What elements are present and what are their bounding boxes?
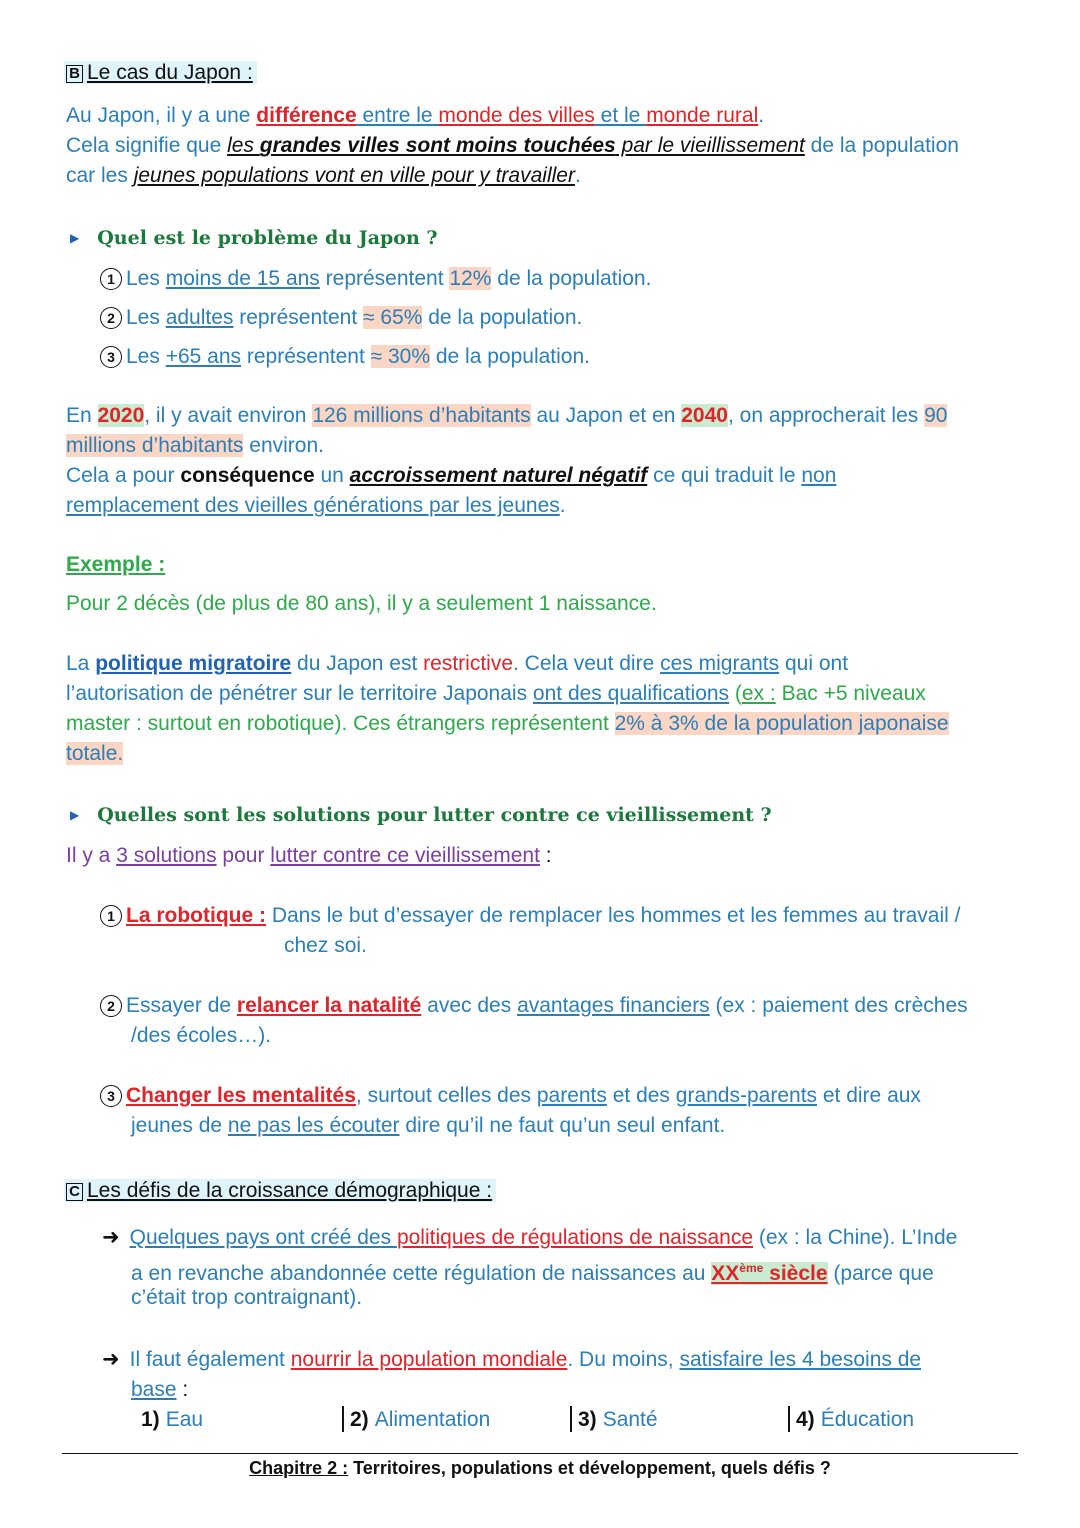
keyword: jeunes populations vont en ville pour y travailler (133, 164, 575, 187)
text: En (66, 404, 98, 427)
need-3 (570, 1405, 658, 1435)
text: grands-parents (675, 1084, 818, 1107)
text: avantages financiers (517, 994, 710, 1017)
text: . (574, 164, 581, 187)
solution-3-line1 (100, 1081, 921, 1111)
p2-line4 (66, 491, 566, 521)
text: Quelques pays ont créé des (129, 1226, 397, 1249)
text: environ. (243, 434, 324, 457)
text: Essayer de (126, 994, 237, 1017)
p2-line2 (66, 431, 324, 461)
text: dire qu’il ne faut qu’un seul enfant. (399, 1114, 726, 1137)
keyword: conséquence (180, 464, 315, 487)
text: , il y avait environ (144, 404, 313, 427)
text: master : surtout en robotique). Ces étrangers représentent (66, 712, 615, 735)
text: ont des qualifications (532, 682, 730, 705)
text: et le (594, 104, 647, 127)
text: au Japon et en (530, 404, 682, 427)
solution-title: Changer les mentalités (126, 1084, 356, 1107)
question-2 (70, 800, 772, 830)
separator (342, 1406, 344, 1432)
year: 2020 (97, 404, 145, 427)
text: . Du moins, (567, 1348, 680, 1371)
circled-number-icon: 3 (100, 346, 122, 368)
p4-line (66, 841, 552, 871)
need-number: 3) (578, 1408, 597, 1431)
text: ne pas les écouter (227, 1114, 400, 1137)
p2-line1 (66, 401, 947, 431)
text: Cela signifie que (66, 134, 228, 157)
text: un (314, 464, 350, 487)
section-c-heading (64, 1176, 496, 1206)
text: Dans le but d’essayer de remplacer les hommes et les femmes au travail / (266, 904, 961, 927)
circled-number-icon: 2 (100, 307, 122, 329)
text: Cela a pour (66, 464, 181, 487)
p3-line2 (66, 679, 926, 709)
text: . (758, 104, 765, 127)
need-1 (141, 1405, 203, 1435)
example-heading: Exemple : (66, 553, 166, 576)
solution-title: La robotique : (126, 904, 266, 927)
triangle-bullet-icon: ▶ (70, 808, 80, 822)
keyword: politiques de régulations de naissance (396, 1226, 754, 1249)
text: La (66, 652, 96, 675)
need-label: Alimentation (374, 1408, 491, 1431)
keyword: nourrir la population mondiale (290, 1348, 568, 1371)
triangle-bullet-icon: ▶ (70, 231, 80, 245)
need-number: 4) (796, 1408, 815, 1431)
arrow-right-icon: ➜ (102, 1348, 120, 1371)
keyword: relancer la natalité (236, 994, 422, 1017)
keyword: différence (256, 104, 357, 127)
keyword: monde des villes (438, 104, 595, 127)
p3-line4 (66, 739, 123, 769)
solution-2-line1 (100, 991, 968, 1021)
stat-value: ≈ 30% (370, 345, 431, 368)
text: Bac +5 niveaux (775, 682, 926, 705)
text: par le vieillissement (615, 134, 805, 157)
section-title: Les défis de la croissance démographique : (87, 1179, 493, 1202)
footer-chapter: Chapitre 2 : (249, 1458, 349, 1478)
need-number: 1) (141, 1408, 160, 1431)
text: entre le (356, 104, 439, 127)
stat-value: 2% à 3% de la population japonaise (614, 712, 949, 735)
text: de la population (804, 134, 959, 157)
question-1 (70, 223, 438, 253)
text: Les (126, 345, 166, 368)
section-letter-box: C (66, 1183, 83, 1201)
need-number: 2) (350, 1408, 369, 1431)
text: qui ont (779, 652, 849, 675)
separator (788, 1406, 790, 1432)
c1-line3: c’était trop contraignant). (131, 1286, 363, 1309)
footer-title: Territoires, populations et développement, quels défis ? (348, 1458, 831, 1478)
question-text: Quel est le problème du Japon ? (97, 227, 438, 249)
text: pour (216, 844, 271, 867)
stat-value: 90 (924, 404, 948, 427)
text: ce qui traduit le (647, 464, 802, 487)
text: ex : (741, 682, 776, 705)
text: ces migrants (660, 652, 780, 675)
need-label: Eau (165, 1408, 204, 1431)
text: les (227, 134, 260, 157)
solution-2-line2: /des écoles…). (131, 1024, 272, 1047)
keyword: monde rural (646, 104, 759, 127)
text: base (131, 1378, 177, 1401)
example-title (66, 550, 165, 580)
text: : (176, 1378, 189, 1401)
solution-3-line2 (131, 1111, 725, 1141)
text: représentent (233, 306, 364, 329)
text: représentent (319, 267, 450, 290)
keyword: moins de 15 ans (165, 267, 320, 290)
text: et dire aux (817, 1084, 921, 1107)
text: a en revanche abandonnée cette régulation de naissances au (131, 1262, 712, 1285)
need-4 (788, 1405, 914, 1435)
keyword: restrictive (423, 652, 514, 675)
need-label: Santé (602, 1408, 658, 1431)
text: , on approcherait les (727, 404, 925, 427)
p1-line3 (66, 161, 581, 191)
text: (parce que (827, 1262, 934, 1285)
stat-row-2 (100, 303, 582, 333)
text: ( (729, 682, 742, 705)
p1-line1 (66, 101, 764, 131)
keyword: politique migratoire (95, 652, 292, 675)
text: , surtout celles des (355, 1084, 537, 1107)
circled-number-icon: 2 (100, 995, 122, 1017)
text: l’autorisation de pénétrer sur le territoire Japonais (66, 682, 533, 705)
section-letter-box: B (66, 65, 83, 83)
keyword: accroissement naturel négatif (349, 464, 648, 487)
text: . (559, 494, 566, 517)
text: lutter contre ce vieillissement (270, 844, 540, 867)
text: de la population. (422, 306, 583, 329)
section-b-heading (64, 58, 257, 88)
keyword: adultes (165, 306, 234, 329)
text: XX (711, 1262, 740, 1285)
text: non (801, 464, 837, 487)
stat-value: millions d’habitants (66, 434, 244, 457)
c1-line1 (102, 1223, 957, 1253)
example-text: Pour 2 décès (de plus de 80 ans), il y a seulement 1 naissance. (66, 592, 657, 615)
text: et des (606, 1084, 676, 1107)
text: jeunes de (131, 1114, 228, 1137)
text: Au Japon, il y a une (66, 104, 257, 127)
text: satisfaire les 4 besoins de (679, 1348, 922, 1371)
text: de la population. (491, 267, 652, 290)
p3-line3 (66, 709, 949, 739)
text: du Japon est (291, 652, 424, 675)
text: Les (126, 267, 166, 290)
text: Il y a (66, 844, 117, 867)
separator (570, 1406, 572, 1432)
superscript: ème (739, 1261, 764, 1275)
text: 3 solutions (116, 844, 217, 867)
text: (ex : paiement des crèches (709, 994, 968, 1017)
circled-number-icon: 3 (100, 1085, 122, 1107)
text: remplacement des vieilles générations par les jeunes (66, 494, 560, 517)
circled-number-icon: 1 (100, 905, 122, 927)
stat-row-1 (100, 264, 651, 294)
text: Il faut également (129, 1348, 291, 1371)
text: représentent (241, 345, 371, 368)
keyword: +65 ans (165, 345, 242, 368)
c2-line1 (102, 1345, 921, 1375)
p3-line1 (66, 649, 848, 679)
text: (ex : la Chine). L’Inde (753, 1226, 958, 1249)
text: . Cela veut dire (513, 652, 661, 675)
need-2 (342, 1405, 490, 1435)
stat-value: totale. (66, 742, 124, 765)
page-footer (0, 1458, 1080, 1479)
stat-row-3 (100, 342, 590, 372)
text: avec des (421, 994, 518, 1017)
stat-value: 126 millions d’habitants (312, 404, 531, 427)
need-label: Éducation (820, 1408, 915, 1431)
text: : (539, 844, 552, 867)
p1-line2 (66, 131, 959, 161)
year: 2040 (681, 404, 728, 427)
text: car les (66, 164, 134, 187)
footer-divider (62, 1453, 1018, 1454)
p2-line3 (66, 461, 836, 491)
stat-value: 12% (449, 267, 492, 290)
text: parents (536, 1084, 607, 1107)
century-keyword (711, 1262, 827, 1285)
solution-1-line1 (100, 901, 960, 931)
text: de la population. (430, 345, 590, 368)
keyword: grandes villes sont moins touchées (259, 134, 616, 157)
c2-line2 (131, 1375, 188, 1405)
section-title: Le cas du Japon : (87, 61, 253, 84)
arrow-right-icon: ➜ (102, 1226, 120, 1249)
stat-value: ≈ 65% (363, 306, 423, 329)
question-text: Quelles sont les solutions pour lutter contre ce vieillissement ? (97, 804, 772, 826)
text: Les (126, 306, 166, 329)
text: siècle (763, 1262, 828, 1285)
solution-1-line2: chez soi. (284, 934, 367, 957)
circled-number-icon: 1 (100, 268, 122, 290)
